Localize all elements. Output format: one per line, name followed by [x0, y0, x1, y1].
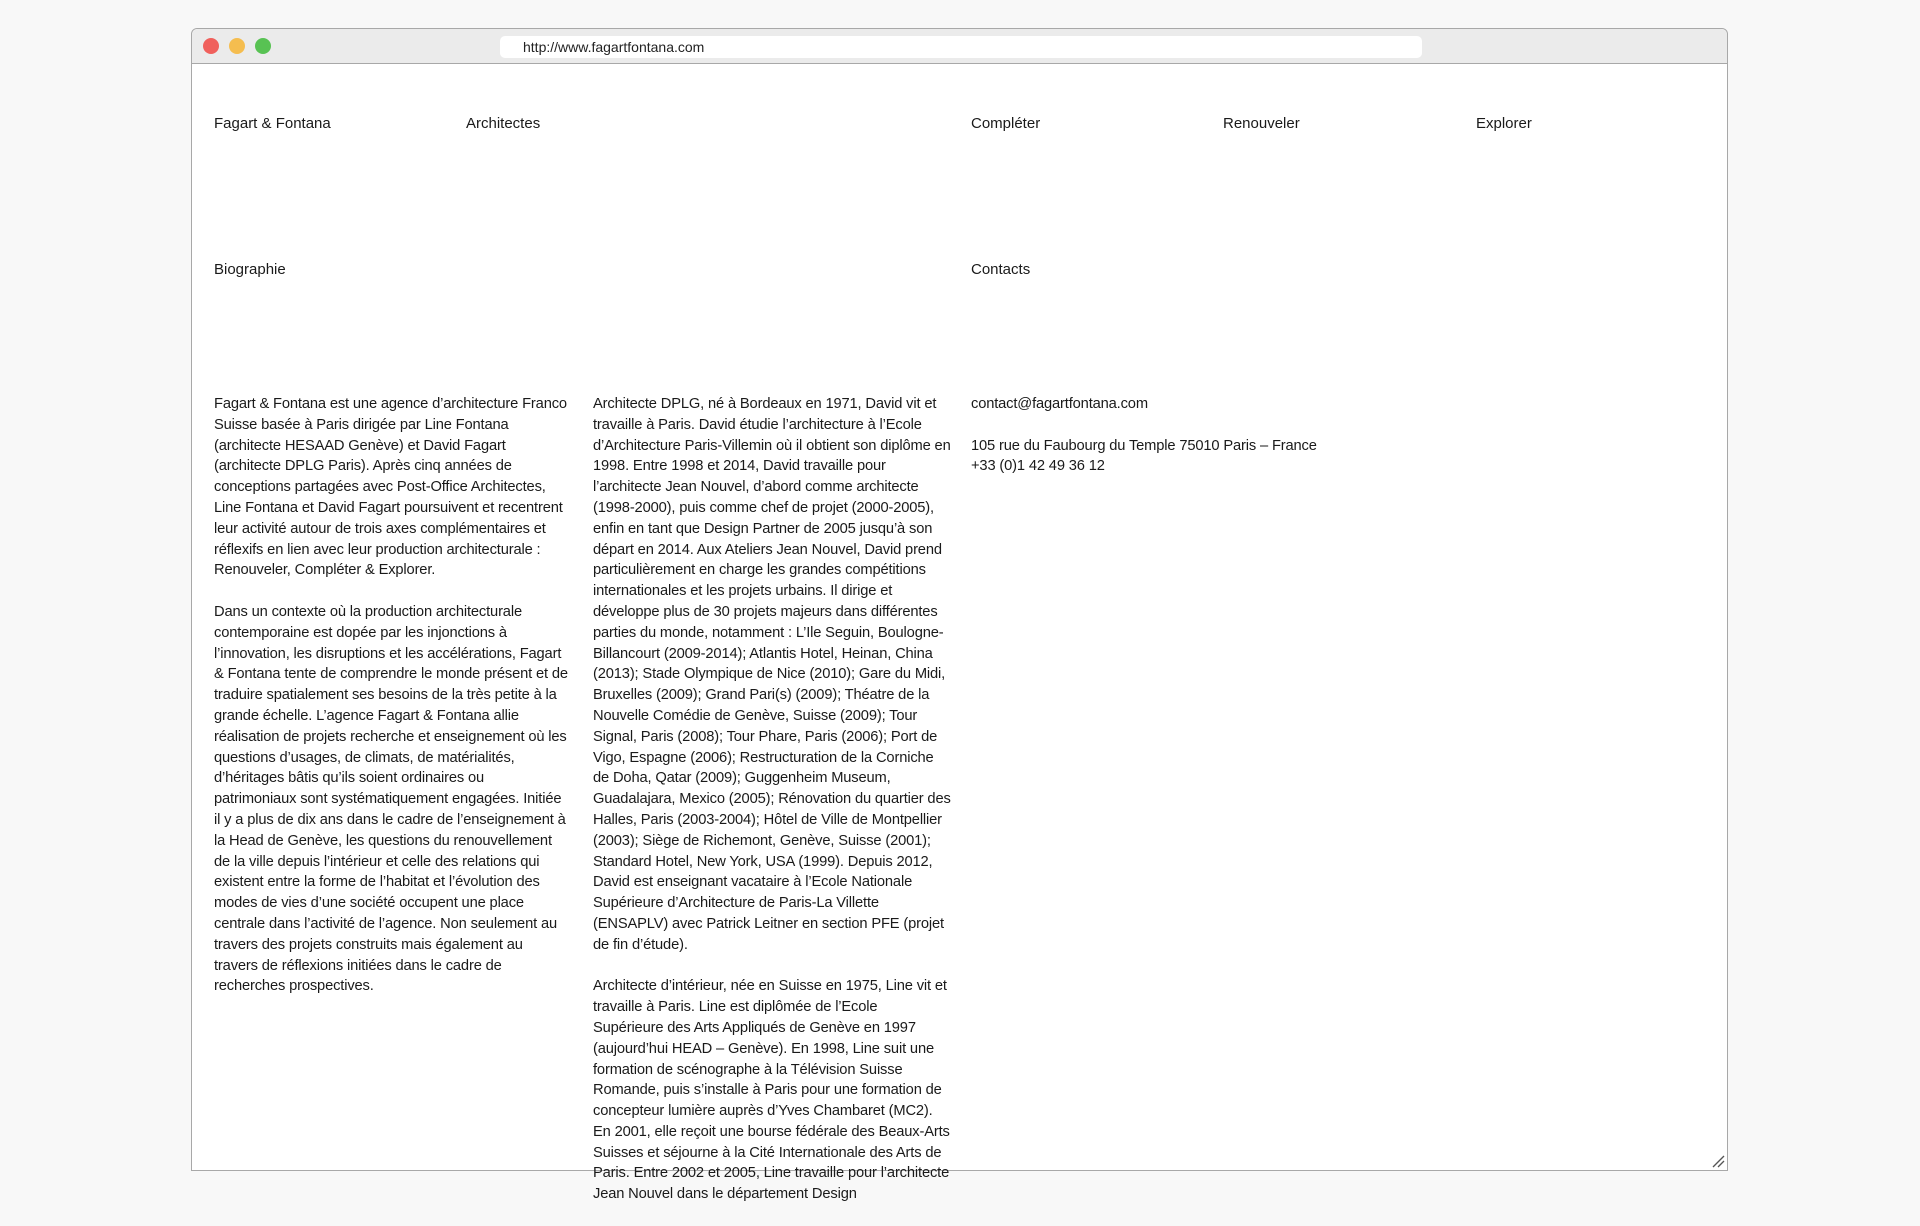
nav-item-architectes[interactable]: Architectes — [466, 115, 541, 132]
nav-brand-link[interactable]: Fagart & Fontana — [214, 115, 331, 132]
page-viewport[interactable] — [192, 64, 1727, 1203]
agency-biography — [214, 394, 570, 1018]
spacer — [971, 415, 1471, 436]
nav-item-explorer[interactable]: Explorer — [1476, 115, 1532, 132]
founders-biography — [593, 394, 951, 1226]
nav-item-renouveler[interactable]: Renouveler — [1223, 115, 1300, 132]
section-title-contacts: Contacts — [971, 261, 1031, 278]
minimize-window-icon[interactable] — [229, 38, 245, 54]
section-title-biographie: Biographie — [214, 261, 286, 278]
maximize-window-icon[interactable] — [255, 38, 271, 54]
close-window-icon[interactable] — [203, 38, 219, 54]
address-bar[interactable] — [500, 36, 1422, 58]
contact-phone: +33 (0)1 42 49 36 12 — [971, 458, 1105, 475]
page-content — [192, 64, 1727, 1203]
resize-handle-icon[interactable] — [1711, 1154, 1725, 1168]
founder-paragraph-line: Architecte d’intérieur, née en Suisse en 1975, Line vit et travaille à Paris. Line est diplômée de l’Ecole Supérieure des Arts Appliqués de Genève en 1997 (aujourd’hui HEAD – Genève). En 1998, Line suit une formation de scénographe à la Télévision Suisse Romande, puis s’installe à Paris pour une formation de concepteur lumière auprès d’Yves Chambaret (MC2). En 2001, elle reçoit une bourse fédérale des Beaux-Arts Suisses et séjourne à la Cité Internationale des Arts de Paris. Entre 2002 et 2005, Line travaille pour l’architecte Jean Nouvel dans le département Design — [593, 978, 950, 1203]
contact-email-link[interactable]: contact@fagartfontana.com — [971, 396, 1148, 412]
agency-paragraph: Dans un contexte où la production architecturale contemporaine est dopée par les injonctions à l’innovation, les disruptions et les accélérations, Fagart & Fontana tente de comprendre le monde présent et de traduire spatialement ses besoins de la très petite à la grande échelle. L’agence Fagart & Fontana allie réalisation de projets recherche et enseignement où les questions d’usages, de climats, de matérialités, d’héritages bâtis qu’ils soient ordinaires ou patrimoniaux sont systématiquement engagées. Initiée il y a plus de dix ans dans le cadre de l’enseignement à la Head de Genève, les questions du renouvellement de la ville depuis l’intérieur et celle des relations qui existent entre la forme de l’habitat et l’évolution des modes de vies d’une société occupent une place centrale dans l’activité de l’agence. Non seulement au travers des projets construits mais également au travers de réflexions initiées dans le cadre de recherches prospectives. — [214, 603, 568, 995]
contact-address: 105 rue du Faubourg du Temple 75010 Paris – France — [971, 437, 1317, 454]
browser-window — [191, 28, 1728, 1203]
agency-paragraph: Fagart & Fontana est une agence d’architecture Franco Suisse basée à Paris dirigée par Line Fontana (architecte HESAAD Genève) et David Fagart (architecte DPLG Paris). Après cinq années de conceptions partagées avec Post-Office Architectes, Line Fontana et David Fagart poursuivent et recentrent leur activité autour de trois axes complémentaires et réflexifs en lien avec leur production architecturale : Renouveler, Compléter & Explorer. — [214, 396, 567, 579]
address-bar-url: http://www.fagartfontana.com — [523, 39, 705, 55]
founder-paragraph-david: Architecte DPLG, né à Bordeaux en 1971, David vit et travaille à Paris. David étudie l’architecture à l’Ecole d’Architecture Paris-Villemin où il obtient son diplôme en 1998. Entre 1998 et 2014, David travaille pour l’architecte Jean Nouvel, d’abord comme architecte (1998-2000), puis comme chef de projet (2000-2005), enfin en tant que Design Partner de 2005 jusqu’à son départ en 2014. Aux Ateliers Jean Nouvel, David prend particulièrement en charge les grandes compétitions internationales et les projets urbains. Il dirige et développe plus de 30 projets majeurs dans différentes parties du monde, notamment : L’Ile Seguin, Boulogne-Billancourt (2009-2014); Atlantis Hotel, Heinan, China (2013); Stade Olympique de Nice (2010); Gare du Midi, Bruxelles (2009); Grand Pari(s) (2009); Théatre de la Nouvelle Comédie de Genève, Suisse (2009); Tour Signal, Paris (2008); Tour Phare, Paris (2006); Port de Vigo, Espagne (2006); Restructuration de la Corniche de Doha, Qatar (2009); Guggenheim Museum, Guadalajara, Mexico (2005); Rénovation du quartier des Halles, Paris (2003-2004); Hôtel de Ville de Montpellier (2003); Siège de Richemont, Genève, Suisse (2001); Standard Hotel, New York, USA (1999). Depuis 2012, David est enseignant vacataire à l’Ecole Nationale Supérieure d’Architecture de Paris-La Villette (ENSAPLV) avec Patrick Leitner en section PFE (projet de fin d’étude). — [593, 396, 951, 953]
nav-item-completer[interactable]: Compléter — [971, 115, 1041, 132]
contacts-block — [971, 394, 1471, 477]
browser-titlebar — [192, 29, 1727, 64]
